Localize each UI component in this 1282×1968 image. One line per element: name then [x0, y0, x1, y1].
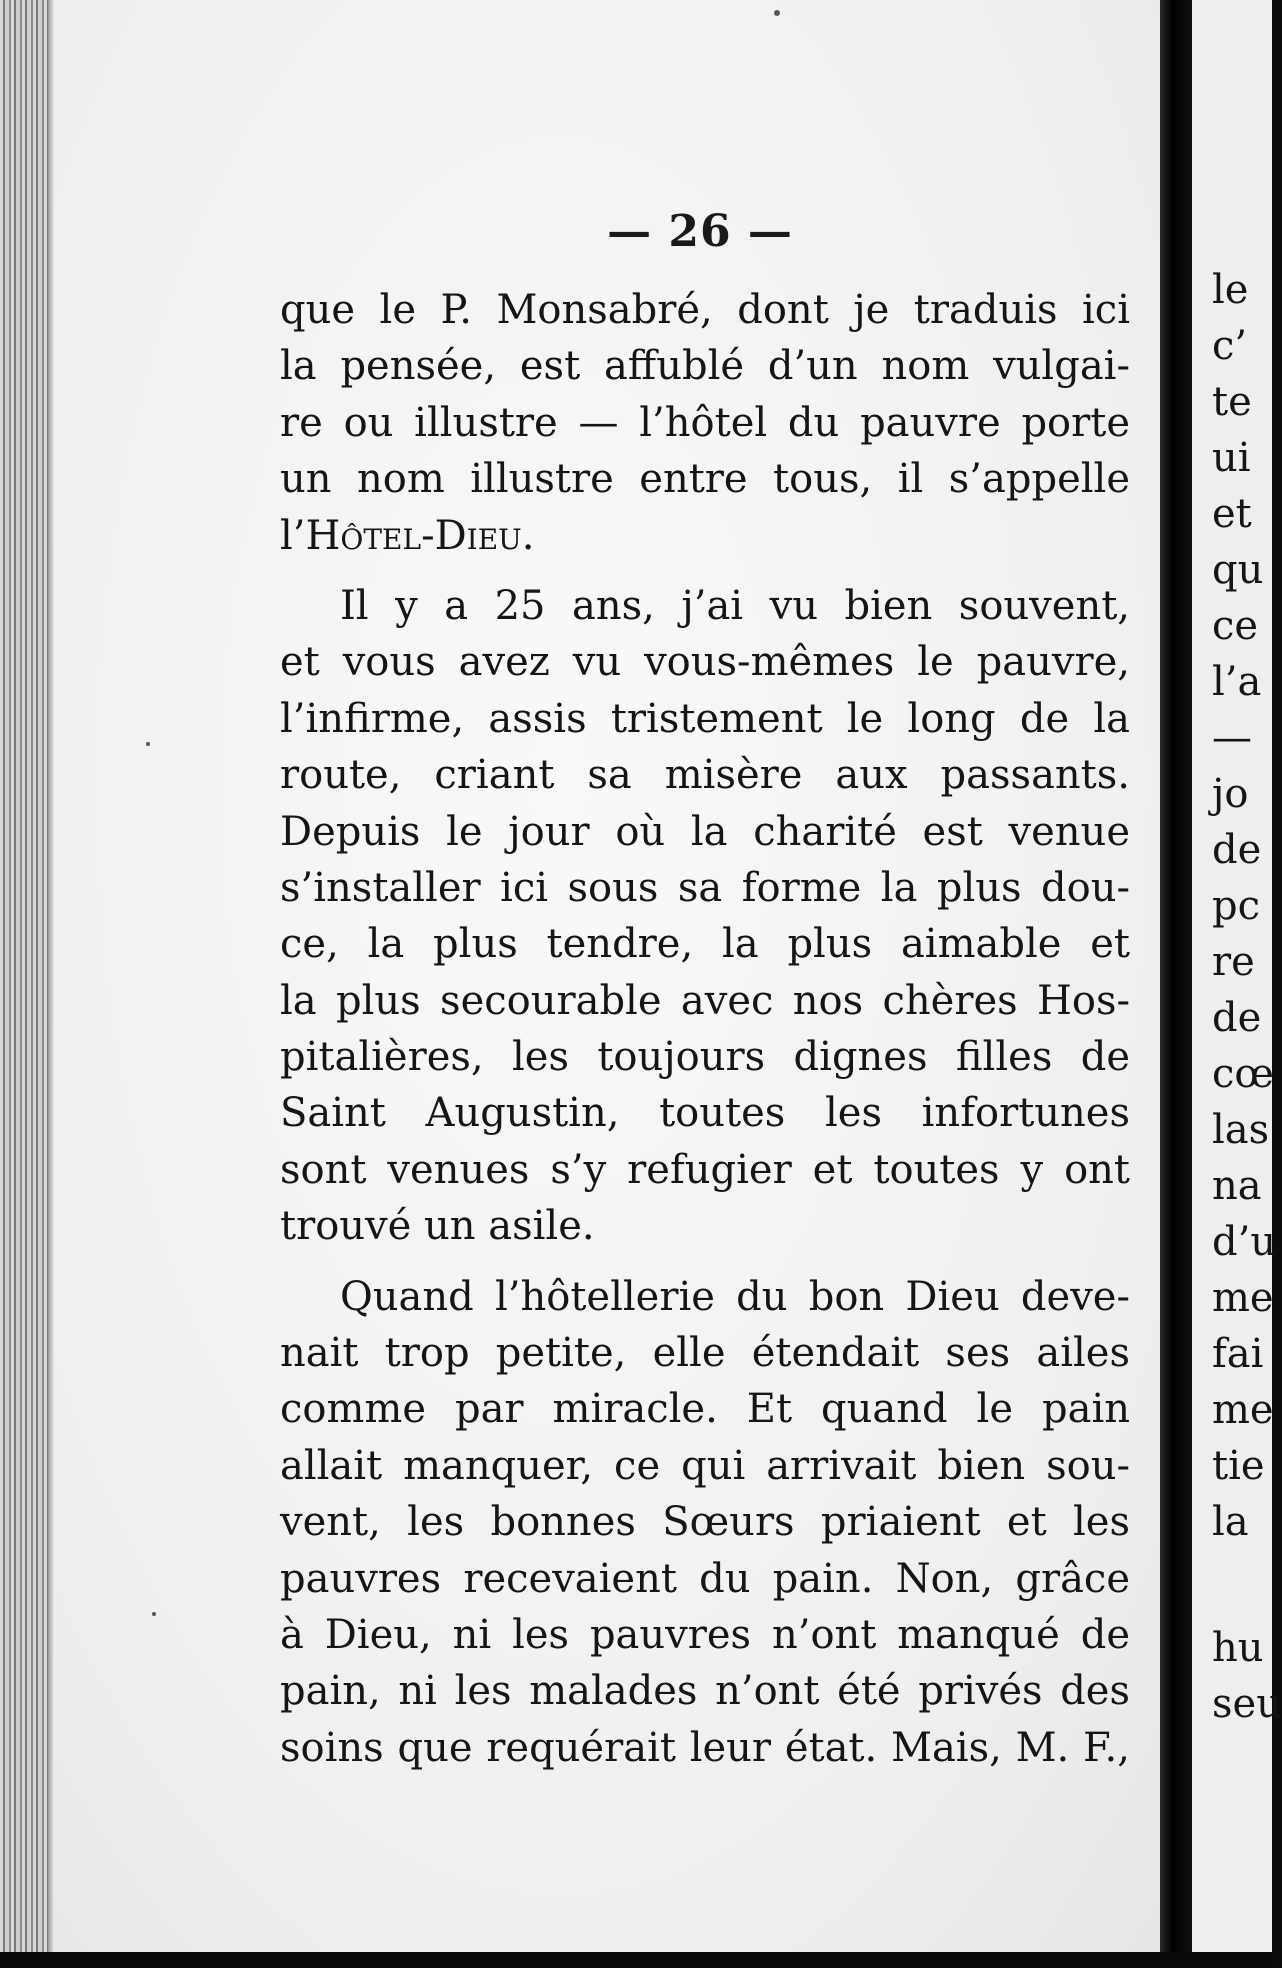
text-line: la pensée, est affublé d’un nom vulgai-	[280, 343, 1130, 390]
next-page-line: c’	[1212, 323, 1248, 369]
text-line: vent, les bonnes Sœurs priaient et les	[280, 1499, 1130, 1546]
text-line: un nom illustre entre tous, il s’appelle	[280, 456, 1130, 503]
text-fragment: .	[521, 512, 535, 559]
book-page-right-cropped	[1192, 0, 1282, 1952]
next-page-text	[1212, 262, 1282, 1732]
text-line: et vous avez vu vous-mêmes le pauvre,	[280, 639, 1130, 686]
speck-mark	[774, 10, 780, 16]
text-line: s’installer ici sous sa forme la plus dou-	[280, 864, 1130, 911]
text-line: sont venues s’y refugier et toutes y ont	[280, 1146, 1130, 1193]
next-page-line: re	[1212, 939, 1255, 985]
text-fragment: l’	[280, 512, 306, 559]
next-page-line: ui	[1212, 435, 1251, 481]
next-page-line: te	[1212, 379, 1252, 425]
scan-bottom-edge	[0, 1952, 1272, 1968]
text-line: Depuis le jour où la charité est venue	[280, 808, 1130, 855]
text-line: route, criant sa misère aux passants.	[280, 752, 1130, 799]
text-line: pain, ni les malades n’ont été privés des	[280, 1668, 1130, 1715]
page-number: — 26 —	[607, 206, 793, 257]
page-body-text	[280, 282, 1130, 1776]
text-line: la plus secourable avec nos chères Hos-	[280, 977, 1130, 1024]
next-page-line: qu	[1212, 547, 1264, 593]
next-page-line: la	[1212, 1499, 1249, 1545]
book-gutter	[1160, 0, 1192, 1968]
next-page-line: na	[1212, 1163, 1262, 1209]
next-page-line: jo	[1212, 771, 1249, 817]
next-page-line: et	[1212, 491, 1252, 537]
next-page-line: hu	[1212, 1625, 1264, 1671]
next-page-line: l’a	[1212, 659, 1262, 705]
text-line: l’infirme, assis tristement le long de la	[280, 695, 1130, 742]
text-line: trouvé un asile.	[280, 1203, 595, 1250]
text-line: allait manquer, ce qui arrivait bien sou-	[280, 1442, 1130, 1489]
text-line: pauvres recevaient du pain. Non, grâce	[280, 1555, 1130, 1602]
next-page-line: me	[1212, 1275, 1274, 1321]
next-page-line: cœ	[1212, 1051, 1274, 1097]
next-page-line: pc	[1212, 883, 1261, 929]
text-line: ce, la plus tendre, la plus aimable et	[280, 921, 1130, 968]
text-line: nait trop petite, elle étendait ses ailes	[280, 1330, 1130, 1377]
text-line: re ou illustre — l’hôtel du pauvre porte	[280, 399, 1130, 446]
speck-mark	[152, 1612, 156, 1616]
next-page-line: seu	[1212, 1681, 1282, 1727]
next-page-line: de	[1212, 827, 1262, 873]
book-binding-edge	[0, 0, 48, 1968]
text-line: à Dieu, ni les pauvres n’ont manqué de	[280, 1611, 1130, 1658]
text-line: Quand l’hôtellerie du bon Dieu deve-	[340, 1273, 1130, 1320]
next-page-line: ce	[1212, 603, 1259, 649]
next-page-line: tie	[1212, 1443, 1265, 1489]
text-line: comme par miracle. Et quand le pain	[280, 1386, 1130, 1433]
text-line: soins que requérait leur état. Mais, M. F.,	[280, 1724, 1130, 1771]
next-page-line: fai	[1212, 1331, 1264, 1377]
next-page-line: las	[1212, 1107, 1270, 1153]
text-line: que le P. Monsabré, dont je traduis ici	[280, 287, 1130, 333]
text-line: pitalières, les toujours dignes filles de	[280, 1034, 1130, 1081]
next-page-line: —	[1212, 715, 1252, 761]
next-page-line: le	[1212, 267, 1249, 313]
small-caps-name: Hôtel-Dieu	[305, 512, 522, 559]
text-line: Il y a 25 ans, j’ai vu bien souvent,	[340, 582, 1130, 629]
speck-mark	[146, 742, 150, 746]
text-line: Saint Augustin, toutes les infortunes	[280, 1090, 1130, 1137]
text-line	[280, 508, 1130, 564]
next-page-line: d’u	[1212, 1219, 1277, 1265]
next-page-line: de	[1212, 995, 1262, 1041]
next-page-line: me	[1212, 1387, 1274, 1433]
